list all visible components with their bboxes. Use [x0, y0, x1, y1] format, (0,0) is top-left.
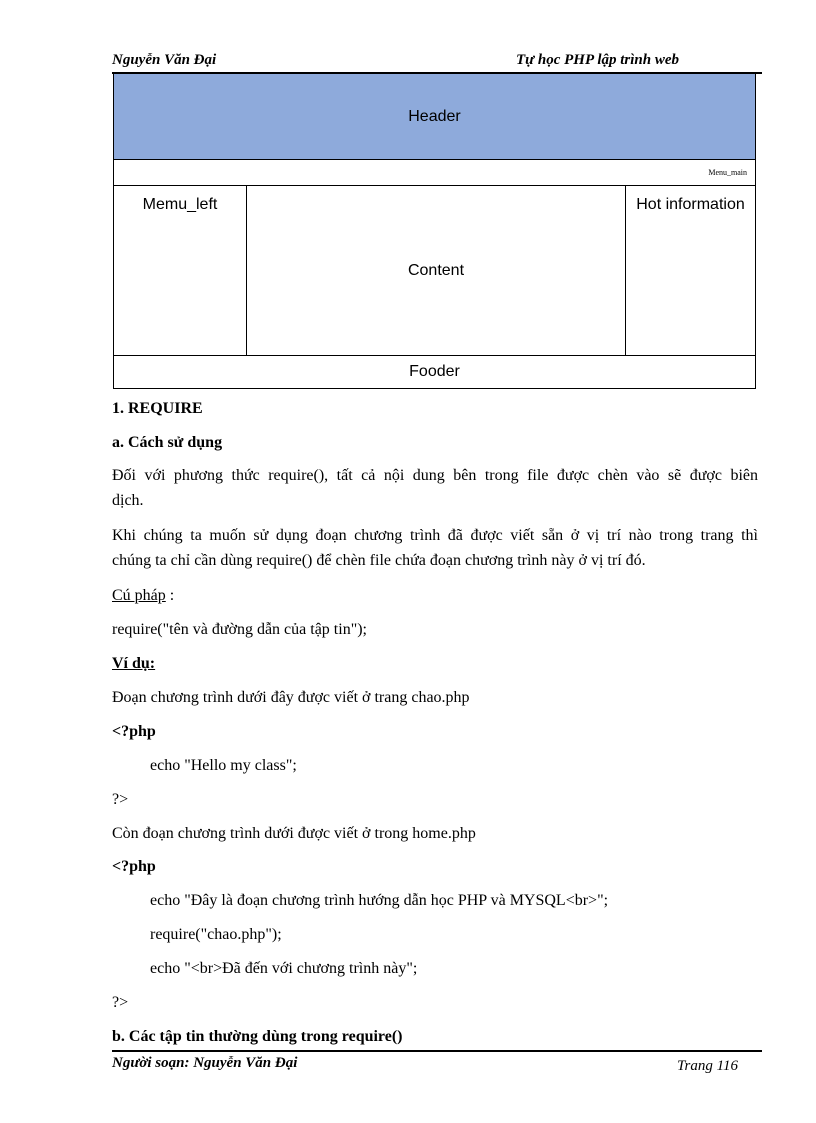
footer-rule [112, 1050, 762, 1052]
layout-menu-main-label: Menu_main [708, 168, 747, 177]
footer-page-number: Trang 116 [677, 1058, 738, 1074]
subsection-heading-usage: a. Cách sử dụng [112, 434, 223, 451]
code1-echo-line: echo "Hello my class"; [150, 757, 297, 774]
subsection-heading-files: b. Các tập tin thường dùng trong require() [112, 1028, 403, 1045]
code2-echo-line-1: echo "Đây là đoạn chương trình hướng dẫn học PHP và MYSQL<br>"; [150, 892, 609, 909]
layout-footer-box: Fooder [409, 363, 460, 380]
example-intro-2: Còn đoạn chương trình dưới được viết ở trong home.php [112, 825, 476, 842]
example-intro: Đoạn chương trình dưới đây được viết ở trang chao.php [112, 689, 470, 706]
code2-echo-line-2: echo "<br>Đã đến với chương trình này"; [150, 960, 418, 977]
header-author: Nguyễn Văn Đại [112, 52, 217, 68]
syntax-line [112, 587, 174, 605]
example-label: Ví dụ: [112, 655, 156, 672]
section-heading-require: 1. REQUIRE [112, 400, 203, 417]
code1-close-tag: ?> [112, 791, 129, 808]
syntax-code: require("tên và đường dẫn của tập tin"); [112, 621, 367, 638]
code2-require-line: require("chao.php"); [150, 926, 282, 943]
syntax-label: Cú pháp [112, 587, 166, 604]
paragraph-1-line-1: Đối với phương thức require(), tất cả nội dung bên trong file được chèn vào sẽ được biên [112, 467, 758, 484]
code2-close-tag: ?> [112, 994, 129, 1011]
paragraph-2-line-1: Khi chúng ta muốn sử dụng đoạn chương trình đã được viết sẵn ở vị trí nào trong trang thì [112, 527, 758, 544]
code1-open-tag: <?php [112, 723, 156, 740]
syntax-colon: : [165, 587, 175, 604]
layout-hot-information-box: Hot information [625, 186, 755, 356]
footer-composer: Người soạn: Nguyễn Văn Đại [112, 1055, 298, 1071]
layout-menu-main-box [114, 160, 755, 186]
layout-header-box: Header [114, 74, 755, 160]
layout-content-box: Content [247, 186, 625, 356]
paragraph-1-line-2: dịch. [112, 492, 144, 509]
header-book-title: Tự học PHP lập trình web [516, 52, 680, 68]
paragraph-2-line-2: chúng ta chỉ cần dùng require() để chèn file chứa đoạn chương trình này ở vị trí đó. [112, 552, 646, 569]
layout-menu-left-box: Memu_left [114, 186, 247, 356]
layout-diagram [113, 73, 756, 389]
code2-open-tag: <?php [112, 858, 156, 875]
